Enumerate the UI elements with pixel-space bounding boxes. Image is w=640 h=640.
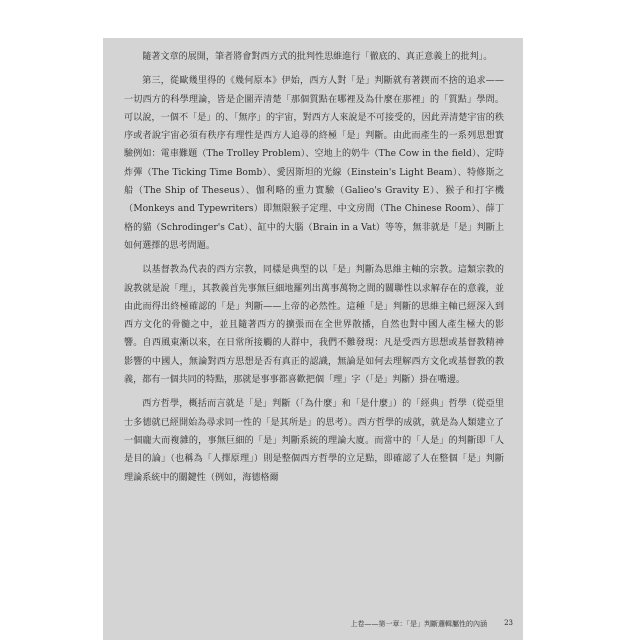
running-head: 上卷——第一章：「是」判斷邏輯屬性的內涵 [350, 620, 487, 628]
paragraph: 隨著文章的展開，筆者將會對西方式的批判性思維進行「徹底的、真正意義上的批判」。 [142, 52, 493, 62]
book-page [103, 38, 523, 640]
body-text [124, 48, 504, 493]
page-footer [103, 619, 523, 631]
paragraph: 以基督教為代表的西方宗教，同樣是典型的以「是」判斷為思維主軸的宗教。這類宗教的說教就是說「理」，其教義首先事無巨細地羅列出萬事萬物之間的關聯性以求解存在的意義，並由此而得出終極確認的「是」判斷——上帝的必然性。這種「是」判斷的思維主軸已經深入到西方文化的骨髓之中，並且隨著西方的擴張而在全世界散播，自然也對中國人產生極大的影響。自西風東漸以來，在日常所接觸的人群中，我們不難發現：凡是受西方思想或基督教精神影響的中國人，無論對西方思想是否有真正的認識，無論是如何去理解西方文化或基督教的教義，都有一個共同的特點，那就是事事都喜歡把個「理」字（「是」判斷）掛在嘴邊。 [124, 265, 504, 386]
paragraph: 西方哲學，概括而言就是「是」判斷（「為什麼」和「是什麼」）的「經典」哲學（從亞里士多德就已經開始為尋求同一性的「是其所是」的思考）。西方哲學的成就，就是為人類建立了一個龐大而複雜的，事無巨細的「是」判斷系統的理論大廈。而當中的「人是」的判斷即「人是目的論」（也稱為「人擇原理」）則是整個西方哲學的立足點，即確認了人在整個「是」判斷理論系統中的關鍵性（例如，海德格爾 [124, 399, 504, 483]
page-number: 23 [504, 619, 513, 627]
paragraph: 第三，從歐幾里得的《幾何原本》伊始，西方人對「是」判斷就有著鍥而不捨的追求——一切西方的科學理論，皆是企圖弄清楚「那個質點在哪裡及為什麼在那裡」的「質點」學問。可以說，一個不「是」的、「無序」的宇宙，對西方人來說是不可接受的，因此弄清楚宇宙的秩序或者說宇宙必須有秩序有理性是西方人追尋的終極「是」判斷。由此而產生的一系列思想實驗例如：電車難題（The Trolley Problem）、空地上的奶牛（The Cow in the field）、定時炸彈（The Ticking Time Bomb）、愛因斯坦的光線（Einstein's Light Beam）、特修斯之船（The Ship of Theseus）、伽利略的重力實驗（Galieo's Gravity E）、猴子和打字機（Monkeys and Typewriters）即無限猴子定理、中文房間（The Chinese Room）、薛丁格的貓（Schrodinger's Cat）、缸中的大腦（Brain in a Vat）等等，無非就是「是」判斷上如何選擇的思考問題。 [124, 76, 504, 251]
